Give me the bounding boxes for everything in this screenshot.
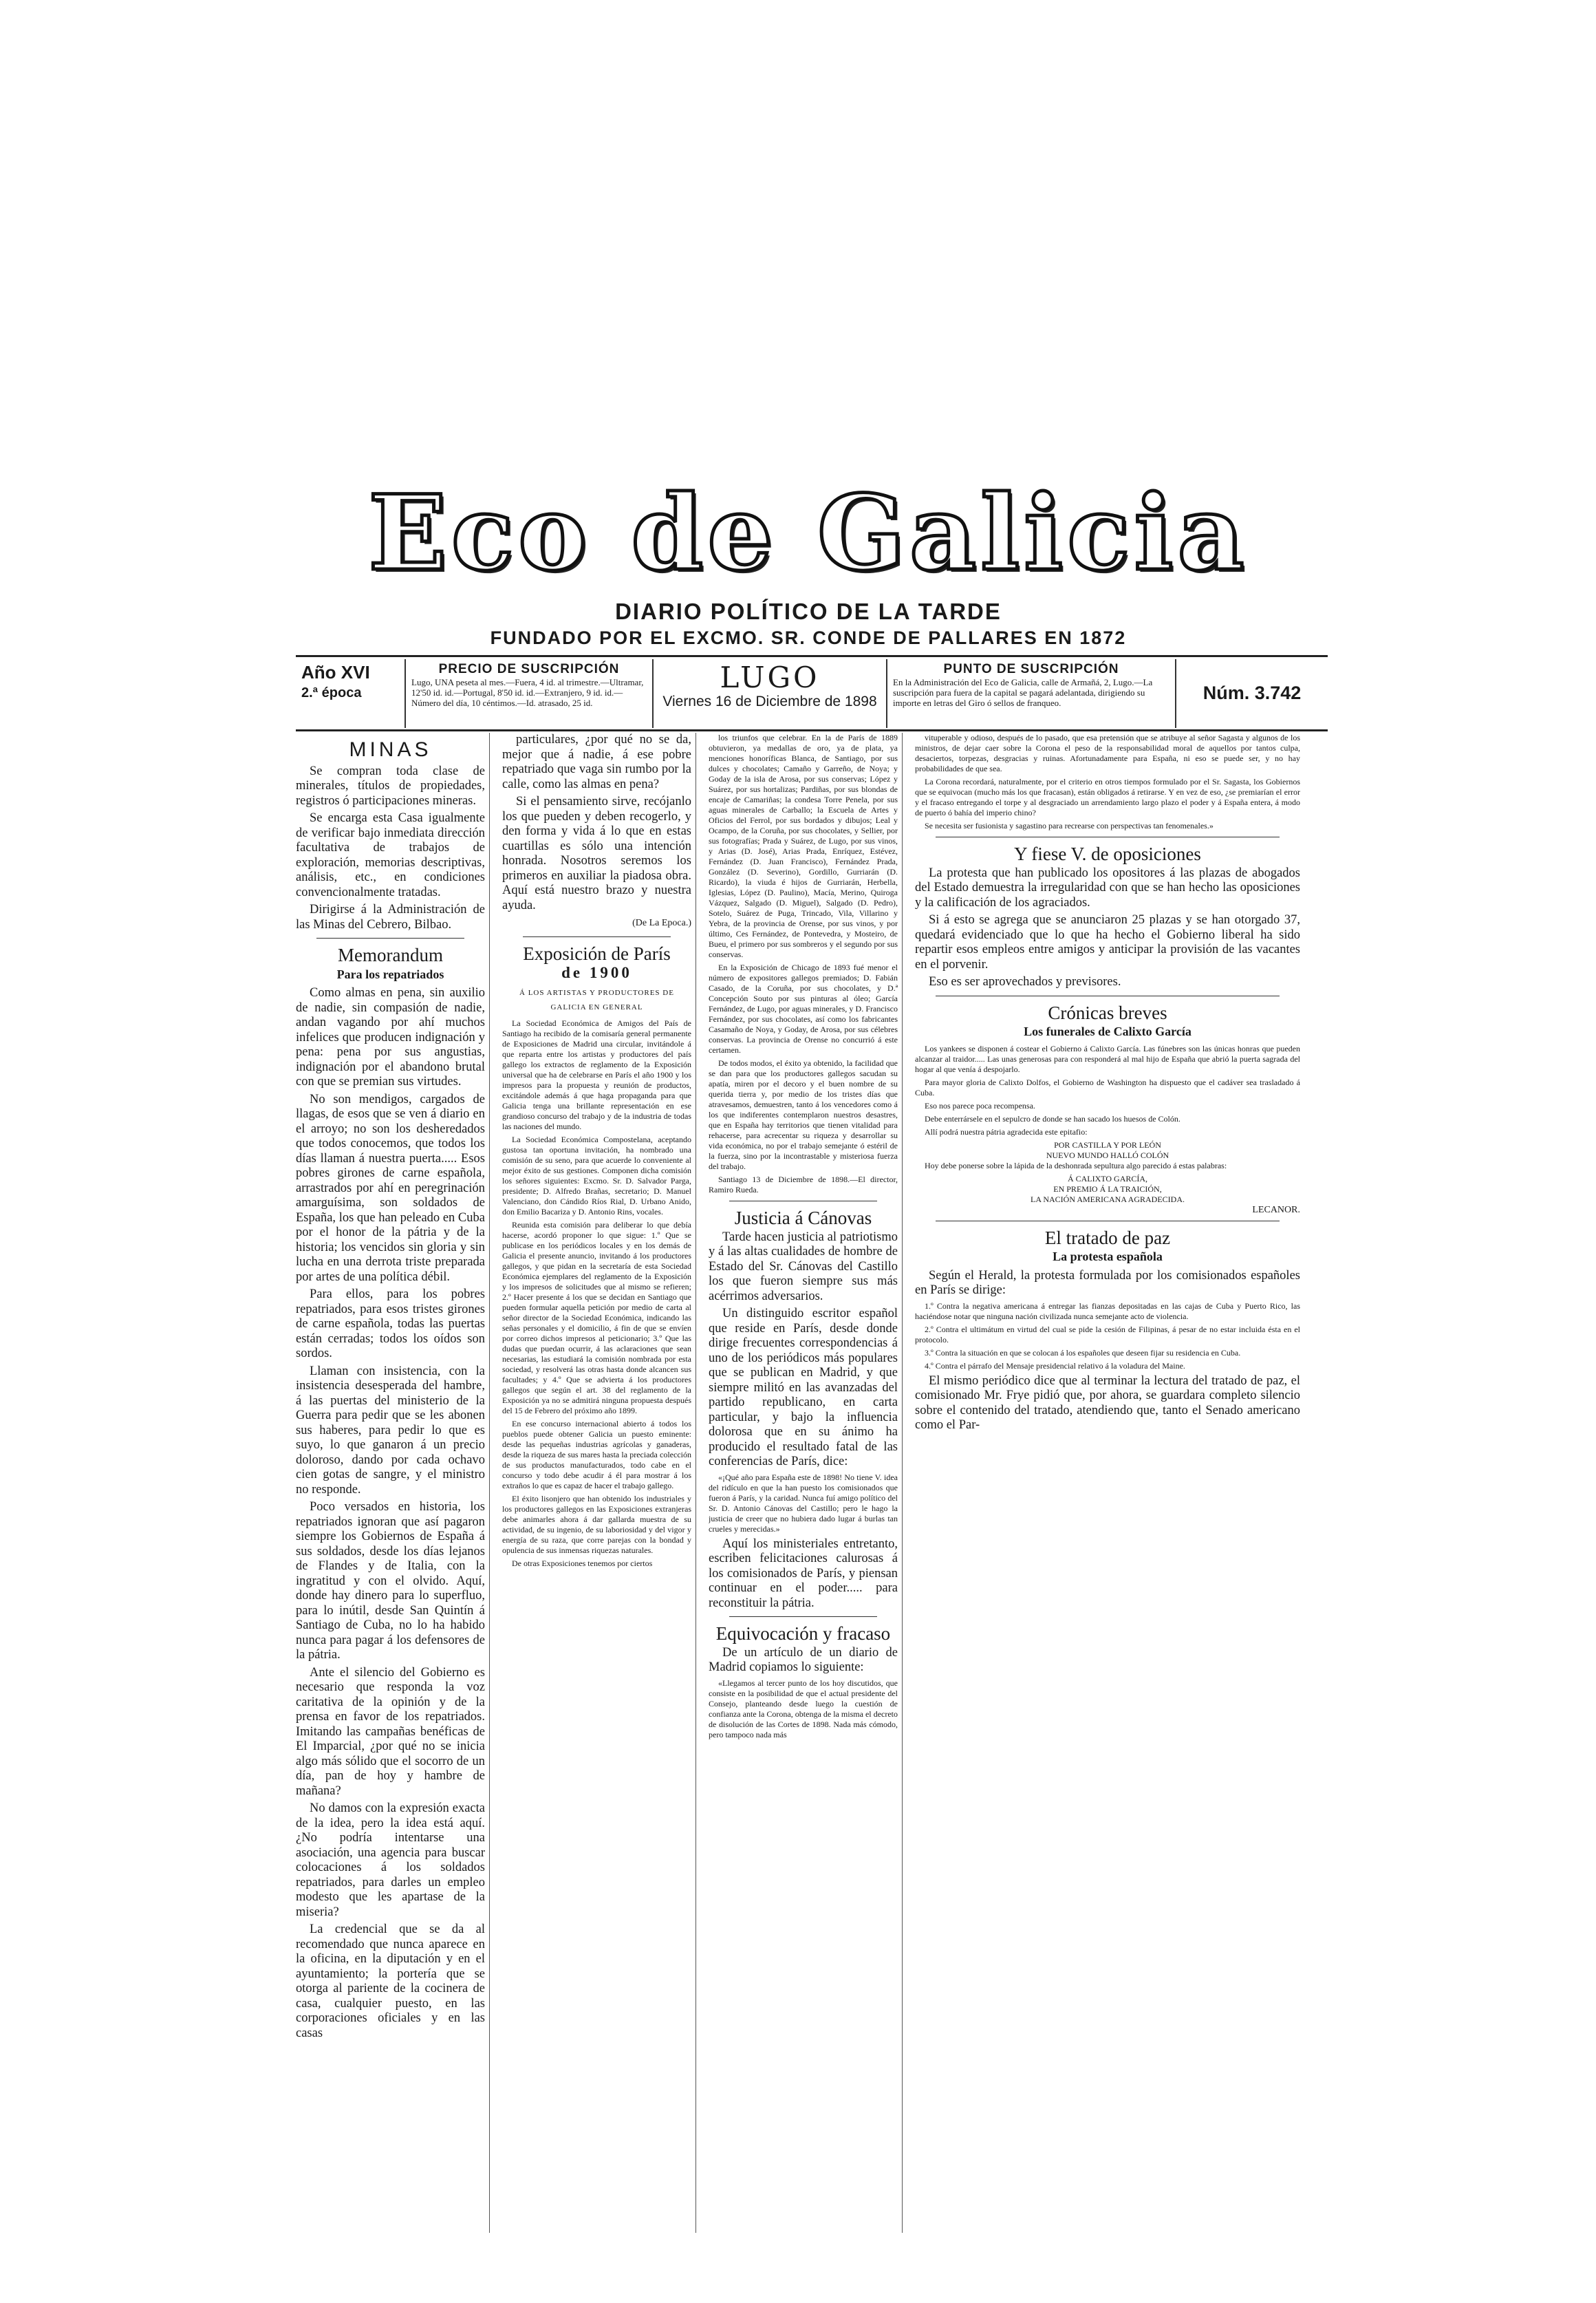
memorandum-paragraph: No son mendigos, cargados de llagas, de esos que se ven á diario en el arroyo; no son los desheredados que todos conocemos, que todos los días llaman á nuestra puerta..... Esos pobres girones de carne española, arrastrados por ahí en peregrinación amarguísima, son soldados de España, los que han peleado en Cuba por el honor de la pátria y de la historia; los vencidos sin gloria y sin lucha en una derrota triste preparada por artes de una política débil. xyxy=(296,1092,485,1284)
exposicion-body xyxy=(502,1018,691,1569)
justicia-paragraph: Aquí los ministeriales entretanto, escriben felicitaciones calurosas á los comisionados de París, y piensan continuar en el poder..... para reconstituir la pátria. xyxy=(709,1536,898,1610)
tratado-paragraph: El mismo periódico dice que al terminar la lectura del tratado de paz, el comisionado Mr. Frye pidió que, por ahora, se guardara completo silencio sobre el contenido del tratado, atendiendo que, tanto el Senado americano como el Par- xyxy=(915,1373,1300,1432)
exposicion-paragraph: De todos modos, el éxito ya obtenido, la facilidad que se dan para que los productores gallegos sacudan su apatía, miren por el decoro y el buen nombre de su querida tierra y, por medio de los tristes días que atravesamos, demuestren, tanto á los vencedores como á los que indiferentes contemplaron nuestros desastres, que en España hay territorios que tienen vitalidad para rehacerse, para acrecentar su riqueza y desarrollar su vida económica, no por el trabajo semejante ó estéril de la fuerza, sino por la incontrastable y misteriosa fuerza del trabajo. xyxy=(709,1058,898,1171)
subscription-point-text: En la Administración del Eco de Galicia, calle de Armañá, 2, Lugo.—La suscripción para fuera de la capital se pagará adelantada, dirigiendo su importe en letras del Giro ó sellos de franqueo. xyxy=(893,677,1153,708)
tratado-points xyxy=(915,1301,1300,1371)
equivocacion-quote-block xyxy=(709,1678,898,1740)
equivocacion-continuation xyxy=(915,733,1300,831)
minas-paragraph: Se compran toda clase de minerales, títulos de propiedades, registros ó participaciones mineras. xyxy=(296,764,485,808)
header-bottom-rule xyxy=(296,729,1328,731)
city-box xyxy=(654,659,887,728)
exposicion-paragraph: De otras Exposiciones tenemos por ciertos xyxy=(512,1558,653,1568)
column-4-inner xyxy=(915,733,1300,1433)
exposicion-paragraph: En la Exposición de Chicago de 1893 fué menor el número de expositores gallegos premiados; D. Fabián Casado, de la Coruña, por sus chocolates, y D.ª Concepción Souto por sus pinturas al óleo; García Fernández, de Lugo, por aguas minerales, y D. Francisco Fernández, por sus chocolates, así como los fabricantes Casamaño de Noya, y Goday, de Arosa, por sus célebres conservas. La provincia de Orense no concurrió á este certamen. xyxy=(709,963,898,1055)
exposicion-paragraph: El éxito lisonjero que han obtenido los industriales y los productores gallegos en las Exposiciones extranjeras debe animarles ahora á dar gallarda muestra de su actividad, de su ingenio, de su laboriosidad y del vigor y energía de su raza, que corre parejas con la bondad y opulencia de sus inmensas riquezas naturales. xyxy=(502,1493,691,1555)
subscription-point-box xyxy=(887,659,1176,728)
exposicion-year: de 1900 xyxy=(561,964,632,981)
cronicas-paragraph: Debe enterrársele en el sepulcro de donde se han sacado los huesos de Colón. xyxy=(925,1113,1180,1124)
price-heading: PRECIO DE SUSCRIPCIÓN xyxy=(438,662,620,676)
epitaph-line: NUEVO MUNDO HALLÓ COLÓN xyxy=(1046,1150,1169,1160)
divider xyxy=(729,1616,877,1617)
memorandum-paragraph: No damos con la expresión exacta de la idea, pero la idea está aquí. ¿No podría intentarse una asociación, una agencia para buscar colocaciones á los soldados repatriados, para darles un empleo modesto que les apartase de la miseria? xyxy=(296,1801,485,1919)
memorandum-continuation: particulares, ¿por qué no se da, mejor que á nadie, á ese pobre repatriado que vaga sin rumbo por la calle, como las almas en pena? xyxy=(502,733,691,791)
exposicion-paragraph: La Sociedad Económica Compostelana, aceptando gustosa tan oportuna invitación, ha nombrado una comisión de su seno, para que acuerde lo conveniente al mejor éxito de sus gestiones. Componen dicha comisión los señores siguientes: Excmo. Sr. D. Salvador Parga, presidente; D. Alfredo Brañas, secretario; D. Manuel Valenciano, don Cándido Ríos Rial, D. Urbano Anido, don Emilio Bacariza y D. Antonio Rins, vocales. xyxy=(502,1134,691,1217)
column-2 xyxy=(502,733,696,2233)
memorandum-paragraph: Como almas en pena, sin auxilio de nadie, sin compasión de nadie, andan vagando por ahí muchos infelices que producen indignación y pena: pena por sus angustias, indignación por el abandono brutal con que se premian sus virtudes. xyxy=(296,986,485,1089)
memorandum-source: (De La Epoca.) xyxy=(632,918,691,928)
newspaper-page xyxy=(282,427,1335,2243)
masthead-title: Eco de Galicia xyxy=(368,473,1249,594)
tratado-subheading: La protesta española xyxy=(1053,1250,1163,1263)
exposicion-continuation xyxy=(709,733,898,1195)
divider xyxy=(316,938,464,939)
justicia-paragraph: Un distinguido escritor español que reside en París, desde donde dirige frecuentes correspondencias á uno de los periódicos más populares que se publican en Madrid, y que siempre militó en las avanzadas del partido republicano, en carta particular, y bajo la influencia dolorosa que en su ánimo ha producido el resultado fatal de las conferencias de París, dice: xyxy=(709,1307,898,1468)
exposicion-paragraph: Reunida esta comisión para deliberar lo que debía hacerse, acordó proponer lo que sigue: 1.º Que se publicase en los periódicos locales y en los demás de Galicia el presente anuncio, invitando á los productores gallegos, y que pidan en la secretaría de esta Sociedad Económica ejemplares del reglamento de la Exposición y los impresos de solicitudes que al mismo se refieren; 2.º Hacer presente á los que se decidan en Santiago que pueden formular aquella petición por medio de carta al señor director de la Sociedad Económica, indicando las señas personales y el domicilio, á fin de que se envíen por correo dichos impresos al peticionario; 3.º Que las dudas que puedan ocurrir, á las aclaraciones que sean necesarias, las estudiará la comisión nombrada por esta sociedad, y resolverá las otras hasta donde alcancen sus facultades; y 4.º Que se advierta á los productores gallegos que según el art. 38 del reglamento de la Exposición ya no se admitirá ninguna propuesta después del 15 de Febrero del próximo año 1899. xyxy=(502,1219,691,1415)
masthead-founded: FUNDADO POR EL EXCMO. SR. CONDE DE PALLARES EN 1872 xyxy=(490,628,1127,648)
cronicas-paragraph: Eso nos parece poca recompensa. xyxy=(925,1100,1035,1111)
memorandum-heading: Memorandum xyxy=(338,945,443,965)
tratado-point: 2.º Contra el ultimátum en virtud del cual se pide la cesión de Filipinas, á pesar de no estar incluida ésta en el protocolo. xyxy=(915,1324,1300,1345)
epitaph-line: EN PREMIO Á LA TRAICIÓN, xyxy=(1053,1183,1162,1194)
memorandum-paragraph: Poco versados en historia, los repatriados ignoran que así pagaron siempre los Gobiernos de España á sus soldados, desde los días lejanos de Flandes y de Italia, con la ingratitud y con el olvido. Aquí, donde hay dinero para lo superfluo, para lo inútil, desde San Quintín á Santiago de Cuba, no lo ha habido nunca para pagar á los defensores de la pátria. xyxy=(296,1500,485,1662)
column-4 xyxy=(915,733,1328,2233)
oposiciones-heading: Y fiese V. de oposiciones xyxy=(1014,844,1201,864)
equivocacion-quote: «Llegamos al tercer punto de los hoy discutidos, que consiste en la posibilidad de que el actual presidente del Consejo, planteando desde luego la cuestión de confianza ante la Corona, obtenga de la misma el decreto de disolución de las Cortes de 1898. Nada más cómodo, pero tampoco nada más xyxy=(709,1678,898,1739)
column-1 xyxy=(296,733,490,2233)
oposiciones-paragraph: La protesta que han publicado los opositores á las plazas de abogados del Estado demuestra la irregularidad con que se han hecho las oposiciones y la calificación de los agraciados. xyxy=(915,866,1300,910)
equivocacion-paragraph: Se necesita ser fusionista y sagastino para recrearse con perspectivas tan fenomenales.» xyxy=(925,821,1214,831)
tratado-heading: El tratado de paz xyxy=(1044,1227,1171,1248)
equivocacion-paragraph: La Corona recordará, naturalmente, por el criterio en otros tiempos formulado por el Sr. Sagasta, los Gobiernos que se equivocan (mucho más los que fracasan), están obligados á retirarse. Y en vez de eso, ¿se premiarían el error y el fracaso entregando el torpe y al desgraciado un arrendamiento largo plazo el poder y á España entera, á modo de puerto ó bahía del imperio chino? xyxy=(915,777,1300,817)
justicia-heading: Justicia á Cánovas xyxy=(734,1208,872,1228)
exposicion-signature: Santiago 13 de Diciembre de 1898.—El director, Ramiro Rueda. xyxy=(709,1175,898,1195)
memorandum-paragraph: Llaman con insistencia, con la insistencia desesperada del hambre, á las puertas del ministerio de la Guerra para pedir que se les abonen sus haberes, para pedir lo que es suyo, lo que ganaron á un precio doloroso, dando por cada ochavo cien gotas de sangre, y el ministro no responde. xyxy=(296,1364,485,1497)
epitaph-line: Á CALIXTO GARCÍA, xyxy=(1067,1173,1148,1183)
price-text: Lugo, UNA peseta al mes.—Fuera, 4 id. al trimestre.—Ultramar, 12'50 id. id.—Portugal, 8'50 id. id.—Extranjero, 9 id. id.—Número del día, 10 céntimos.—Id. atrasado, 25 id. xyxy=(411,677,644,708)
exposicion-paragraph: En ese concurso internacional abierto á todos los pueblos puede obtener Galicia un puesto eminente: desde las pequeñas industrias agrícolas y ganaderas, desde la riqueza de sus mares hasta la preciada colección de sus productos manufacturados, todo cabe en el concurso y todo debe acudir á él para mostrar á los extraños lo que es capaz de hacer el trabajo gallego. xyxy=(502,1418,691,1490)
issue-date: Viernes 16 de Diciembre de 1898 xyxy=(662,694,877,709)
minas-heading: MINAS xyxy=(349,738,432,761)
cronicas-paragraph: Hoy debe ponerse sobre la lápida de la deshonrada sepultura algo parecido á estas palabras: xyxy=(925,1160,1227,1170)
cronicas-paragraph: Los yankees se disponen á costear el Gobierno á Calixto García. Las fúnebres son las únicas honras que pueden alcanzar al traidor..... Las unas generosas para con responderá al mal hijo de España que abrió la puerta sagrada del hogar al que venía á despojarlo. xyxy=(915,1043,1300,1074)
epitaph-line: POR CASTILLA Y POR LEÓN xyxy=(1054,1139,1161,1150)
column-3 xyxy=(709,733,903,2233)
issue-number: Núm. 3.742 xyxy=(1203,683,1302,703)
tratado-paragraph: Según el Herald, la protesta formulada por los comisionados españoles en París se dirige: xyxy=(915,1268,1300,1297)
oposiciones-paragraph: Si á esto se agrega que se anunciaron 25 plazas y se han otorgado 37, quedará evidenciado que lo que ha hecho el Gobierno liberal ha sido repartir esos empleos entre amigos y anticipar la provisión de las vacantes en el porvenir. xyxy=(915,913,1300,972)
tratado-point: 3.º Contra la situación en que se colocan á los españoles que deseen fijar su residencia en Cuba. xyxy=(925,1347,1241,1358)
oposiciones-paragraph: Eso es ser aprovechados y previsores. xyxy=(929,975,1121,989)
cronicas-paragraph: Allí podrá nuestra pátria agradecida este epitafio: xyxy=(925,1126,1088,1137)
top-rule xyxy=(296,655,1328,657)
cronicas-subheading: Los funerales de Calixto García xyxy=(1024,1025,1191,1038)
justicia-paragraph: Tarde hacen justicia al patriotismo y á las altas cualidades de hombre de Estado del Sr. Cánovas del Castillo los que fueron siempre sus más acérrimos adversarios. xyxy=(709,1230,898,1303)
equivocacion-paragraph: vituperable y odioso, después de lo pasado, que esa pretensión que se atribuye al señor Sagasta y algunos de los ministros, de dejar caer sobre la Corona el peso de la responsabilidad moral de aquellos por tantos culpa, desaciertos, torpezas, desgracias y ruinas. Afortunadamente para España, ni eso se puede ser, y no hay probabilidades de que sea. xyxy=(915,733,1300,773)
justicia-quote: «¡Qué año para España este de 1898! No tiene V. idea del ridículo en que la han puesto los comisionados que fueron á París, y la caridad. Nunca fuí amigo político del Sr. D. Antonio Cánovas del Castillo; pero le hago la justicia de creer que no hubiera dado lugar á burlas tan crueles y merecidas.» xyxy=(709,1472,898,1534)
epoch-label: 2.ª época xyxy=(301,685,362,700)
tratado-point: 4.º Contra el párrafo del Mensaje presidencial relativo á la voladura del Maine. xyxy=(925,1360,1185,1371)
equivocacion-heading: Equivocación y fracaso xyxy=(715,1623,891,1644)
justicia-quote-block xyxy=(709,1472,898,1534)
cronicas-paragraph: Para mayor gloria de Calixto Dolfos, el Gobierno de Washington ha dispuesto que el cadáver sea trasladado á Cuba. xyxy=(915,1077,1300,1097)
cronicas-body xyxy=(915,1044,1300,1215)
tratado-point: 1.º Contra la negativa americana á entregar las fianzas depositadas en las cajas de Cuba y Puerto Rico, las haciéndose notar que ninguna nación civilizada nunca semejante acto de violencia. xyxy=(915,1300,1300,1321)
masthead-subtitle: DIARIO POLÍTICO DE LA TARDE xyxy=(615,599,1002,624)
memorandum-paragraph: Para ellos, para los pobres repatriados, para esos tristes girones de carne española, todas las puertas están cerradas; todos los oídos son sordos. xyxy=(296,1287,485,1360)
memorandum-paragraph: Ante el silencio del Gobierno es necesario que responda la voz caritativa de la opinión y de la prensa en favor de los repatriados. Imitando las campañas benéficas de El Imparcial, ¿por qué no se inicia algo más sólido que el socorro de un día, pan de hoy y hambre de mañana? xyxy=(296,1665,485,1798)
memorandum-paragraph: La credencial que se da al recomendado que nunca aparece en la oficina, en la diputación y en el ayuntamiento; la portería que se otorga al pariente de la cocinera de casa, cualquier puesto, en las corporaciones oficiales y en las casas xyxy=(296,1922,485,2040)
cronicas-heading: Crónicas breves xyxy=(1048,1002,1167,1023)
exposicion-subheading: Á LOS ARTISTAS Y PRODUCTORES DE GALICIA EN GENERAL xyxy=(519,988,674,1011)
issue-number-box xyxy=(1176,659,1328,728)
memorandum-subheading: Para los repatriados xyxy=(336,967,444,981)
cronicas-signature: LECANOR. xyxy=(1252,1204,1300,1215)
equivocacion-paragraph: De un artículo de un diario de Madrid copiamos lo siguiente: xyxy=(709,1645,898,1674)
article-columns xyxy=(296,733,1328,2233)
city-name: LUGO xyxy=(720,661,820,694)
subscription-point-heading: PUNTO DE SUSCRIPCIÓN xyxy=(943,662,1119,676)
price-box xyxy=(406,659,654,728)
exposicion-paragraph: los triunfos que celebrar. En la de París de 1889 obtuvieron, ya medallas de oro, ya de plata, ya menciones honoríficas Blanca, de Santiago, por sus dulces y chocolates; Camaño y Garreño, de Noya; y Goday de la isla de Arosa, por sus conservas; López y Suárez, por sus hortalizas; Pardiñas, por sus blondas de encaje de Camariñas; la condesa Torre Penela, por sus aguas minerales de Carballo; la Escuela de Artes y Oficios del Ferrol, por sus bordados y dibujos; Leal y Ocampo, de la Coruña, por sus chocolates, y Sellier, por sus fotografías; Prada y Suárez, de Lugo, por sus vinos, y Arias (D. José), Arias Prada, Enríquez, Estévez, Fernández (D. Juan Francisco), Fernández Prada, González (D. Severino), Gordillo, Gurriarán (D. Ricardo), la viuda é hijos de Gurriarán, Herbella, Iglesias, López (D. Paulino), Macía, Merino, Quiroga Vázquez, Salgado (D. Miguel), Salgado (D. Pedro), Sotelo, Suárez de Puga, Trincado, Vila, Villarino y Yebra, de la provincia de Orense, por sus vinos, y por último, Ces Fernández, de Pontevedra, y Mosteiro, de Bueu, el primero por sus sombreros y el segundo por sus conservas. xyxy=(709,733,898,959)
year-label: Año XVI xyxy=(301,662,370,683)
epitaph-line: LA NACIÓN AMERICANA AGRADECIDA. xyxy=(1030,1194,1185,1204)
year-box xyxy=(296,659,406,728)
divider xyxy=(523,936,671,937)
memorandum-continuation: Si el pensamiento sirve, recójanlo los que pueden y deben recogerlo, y den forma y vida á lo que en estas cuartillas es sólo una intención honrada. Nosotros seremos los primeros en auxiliar la piadosa obra. Aquí está nuestro brazo y nuestra ayuda. xyxy=(502,795,691,912)
minas-paragraph: Se encarga esta Casa igualmente de verificar bajo inmediata dirección facultativa de trabajos de exploración, memorias descriptivas, análisis, etc., en condiciones convencionalmente tratadas. xyxy=(296,811,485,899)
exposicion-paragraph: La Sociedad Económica de Amigos del País de Santiago ha recibido de la comisaría general permanente de Exposiciones de Madrid una circular, invitándole á que reparta entre los artistas y productores del país gallego los extractos de reglamento de la Exposición universal que ha de celebrarse en París el año 1900 y los impresos para la propuesta y reunión de productos, excitándole además á que haga propaganda para que Galicia tenga una brillante representación en ese grandioso concurso del trabajo y de la industria de todas las naciones del mundo. xyxy=(502,1018,691,1131)
minas-paragraph: Dirigirse á la Administración de las Minas del Cebrero, Bilbao. xyxy=(296,903,485,932)
info-bar xyxy=(296,659,1328,728)
exposicion-heading: Exposición de París xyxy=(523,943,671,964)
